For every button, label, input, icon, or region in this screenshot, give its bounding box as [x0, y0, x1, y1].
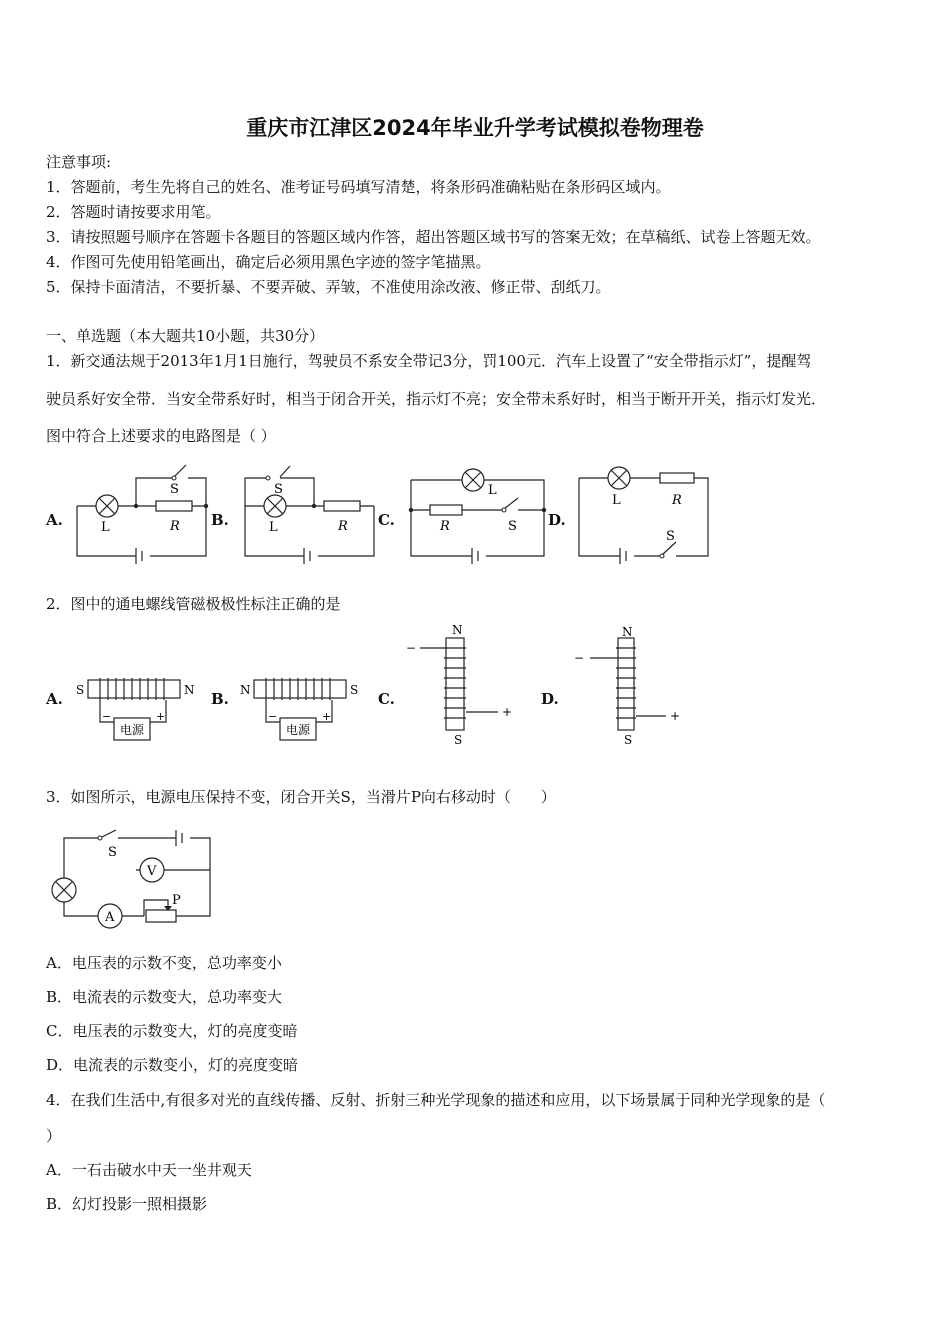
notice-item: 4．作图可先使用铅笔画出，确定后必须用黑色字迹的签字笔描黑。 — [46, 253, 491, 271]
q2-solenoid-d — [568, 624, 688, 748]
q2-solenoid-b — [236, 670, 376, 750]
notice-item: 3．请按照题号顺序在答题卡各题目的答题区域内作答，超出答题区域书写的答案无效；在草稿纸、试卷上答题无效。 — [46, 228, 821, 246]
q3-choice[interactable]: B．电流表的示数变大，总功率变大 — [46, 988, 283, 1006]
pole-label: S — [454, 733, 463, 747]
pole-label: S — [76, 683, 85, 697]
section-heading: 一、单选题（本大题共10小题，共30分） — [46, 327, 325, 345]
q2-option-d-label[interactable]: D. — [541, 690, 559, 708]
plus-sign: + — [156, 710, 166, 723]
power-label: 电源 — [286, 723, 311, 737]
question-1-line: 驶员系好安全带．当安全带系好时，相当于闭合开关，指示灯不亮；安全带未系好时，相当于断开开关，指示灯发光． — [46, 390, 827, 408]
page-title: 重庆市江津区2024年毕业升学考试模拟卷物理卷 — [246, 116, 704, 140]
voltmeter-label: V — [147, 864, 157, 879]
pole-label: S — [350, 683, 359, 697]
resistor-label: R — [338, 519, 348, 534]
q1-option-b-label[interactable]: B. — [211, 511, 229, 529]
q4-choice[interactable]: B．幻灯投影一照相摄影 — [46, 1195, 208, 1213]
question-2-stem: 2．图中的通电螺线管磁极极性标注正确的是 — [46, 595, 341, 613]
q2-option-c-label[interactable]: C. — [378, 690, 395, 708]
minus-sign: − — [268, 710, 278, 723]
notice-item: 2．答题时请按要求用笔。 — [46, 203, 221, 221]
q2-option-b-label[interactable]: B. — [211, 690, 229, 708]
pole-label: N — [452, 623, 463, 637]
pole-label: N — [622, 625, 633, 639]
lamp-label: L — [101, 520, 110, 535]
question-4-line: 4．在我们生活中,有很多对光的直线传播、反射、折射三种光学现象的描述和应用，以下场景属于同种光学现象的是（ — [46, 1091, 826, 1109]
q3-choice[interactable]: D．电流表的示数变小，灯的亮度变暗 — [46, 1056, 299, 1074]
q1-option-c-label[interactable]: C. — [378, 511, 395, 529]
ammeter-label: A — [105, 910, 115, 925]
notice-item: 5．保持卡面清洁，不要折暴、不要弄破、弄皱，不准使用涂改液、修正带、刮纸刀。 — [46, 278, 611, 296]
q3-circuit — [44, 826, 214, 930]
minus-sign: − — [406, 641, 417, 655]
plus-sign: + — [322, 710, 332, 723]
q2-option-a-label[interactable]: A. — [46, 690, 63, 708]
lamp-label: L — [269, 520, 278, 535]
resistor-label: R — [440, 519, 450, 534]
switch-label: S — [108, 845, 117, 860]
minus-sign: − — [574, 651, 585, 665]
question-3-stem: 3．如图所示，电源电压保持不变，闭合开关S，当滑片P向右移动时（ ） — [46, 788, 556, 806]
question-4-line: ） — [46, 1127, 62, 1145]
q2-solenoid-a — [70, 670, 210, 750]
minus-sign: − — [102, 710, 112, 723]
plus-sign: + — [502, 705, 513, 719]
switch-label: S — [170, 482, 179, 497]
q1-circuit-b — [238, 460, 378, 564]
plus-sign: + — [670, 709, 681, 723]
switch-label: S — [666, 529, 675, 544]
q1-circuit-d — [572, 462, 712, 566]
question-1-line: 1．新交通法规于2013年1月1日施行，驾驶员不系安全带记3分，罚100元．汽车上设置了“安全带指示灯”，提醒驾 — [46, 352, 812, 370]
resistor-label: R — [170, 519, 180, 534]
question-1-line: 图中符合上述要求的电路图是（ ） — [46, 427, 276, 445]
lamp-label: L — [612, 493, 621, 508]
q4-choice[interactable]: A．一石击破水中天一坐井观天 — [46, 1161, 252, 1179]
switch-label: S — [508, 519, 517, 534]
pole-label: N — [184, 683, 195, 697]
notice-heading: 注意事项: — [46, 153, 112, 171]
q1-circuit-a — [70, 460, 210, 564]
pole-label: S — [624, 733, 633, 747]
pole-label: N — [240, 683, 251, 697]
q3-choice[interactable]: A．电压表的示数不变，总功率变小 — [46, 954, 282, 972]
notice-item: 1．答题前，考生先将自己的姓名、准考证号码填写清楚，将条形码准确粘贴在条形码区域内。 — [46, 178, 671, 196]
q2-solenoid-c — [400, 622, 520, 748]
resistor-label: R — [672, 493, 682, 508]
q3-choice[interactable]: C．电压表的示数变大，灯的亮度变暗 — [46, 1022, 298, 1040]
q1-option-d-label[interactable]: D. — [548, 511, 566, 529]
lamp-label: L — [488, 483, 497, 498]
q1-option-a-label[interactable]: A. — [46, 511, 63, 529]
q1-circuit-c — [404, 462, 550, 566]
switch-label: S — [274, 482, 283, 497]
slider-label: P — [172, 893, 181, 908]
power-label: 电源 — [120, 723, 145, 737]
